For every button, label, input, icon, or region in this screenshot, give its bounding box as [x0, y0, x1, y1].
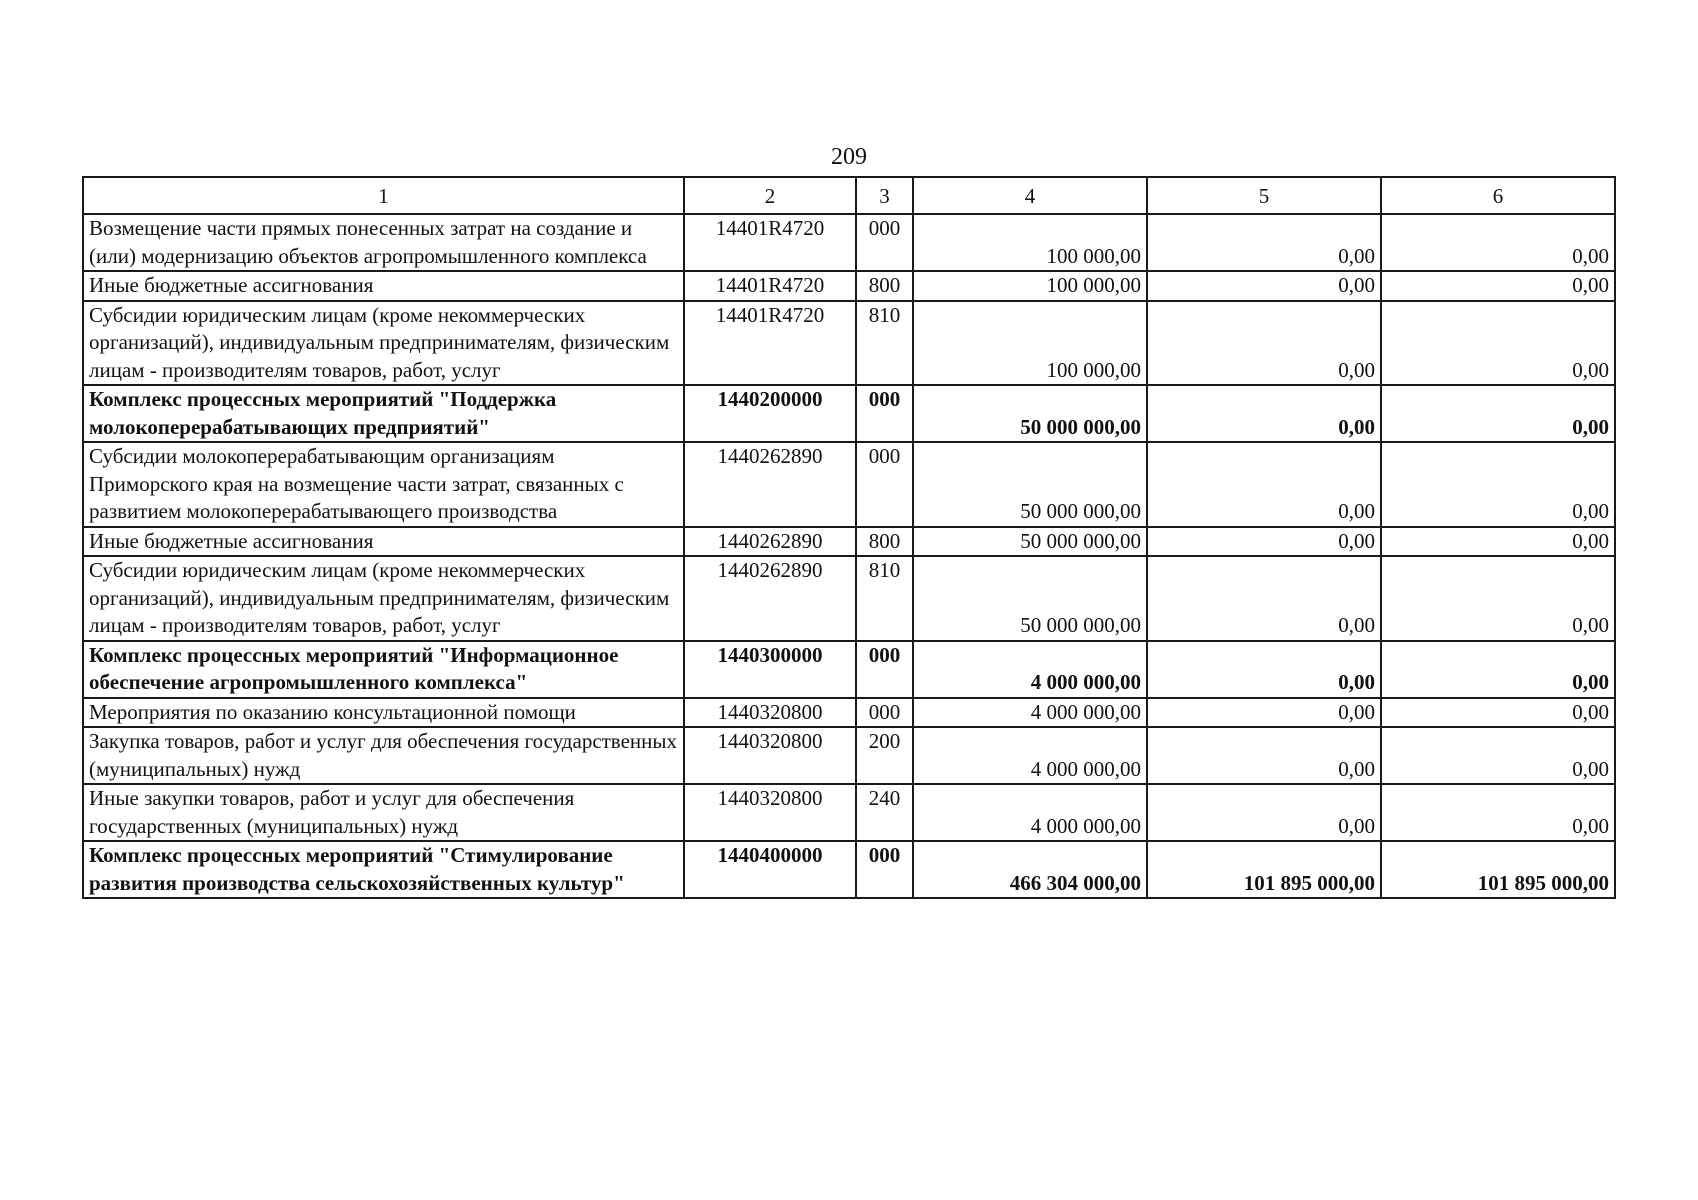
row-name: Закупка товаров, работ и услуг для обеспечения государственных (муниципальных) нужд: [83, 727, 684, 784]
row-code: 1440262890: [684, 442, 856, 527]
row-amount-col4: 4 000 000,00: [913, 698, 1147, 728]
row-expense-type: 000: [856, 442, 913, 527]
row-code: 1440300000: [684, 641, 856, 698]
table-body: [83, 214, 1615, 898]
row-name: Субсидии юридическим лицам (кроме некоммерческих организаций), индивидуальным предпринимателям, физическим лицам - производителям товаров, работ, услуг: [83, 556, 684, 641]
row-amount-col4: 50 000 000,00: [913, 385, 1147, 442]
row-amount-col6: 0,00: [1381, 301, 1615, 386]
row-amount-col6: 0,00: [1381, 556, 1615, 641]
row-name: Возмещение части прямых понесенных затрат на создание и (или) модернизацию объектов агропромышленного комплекса: [83, 214, 684, 271]
page-number: 209: [831, 144, 867, 170]
row-amount-col6: 0,00: [1381, 385, 1615, 442]
row-amount-col6: 0,00: [1381, 527, 1615, 557]
row-amount-col5: 0,00: [1147, 271, 1381, 301]
row-expense-type: 810: [856, 301, 913, 386]
row-amount-col5: 101 895 000,00: [1147, 841, 1381, 898]
header-col-5: 5: [1147, 177, 1381, 214]
table-row: [83, 385, 1615, 442]
row-code: 1440262890: [684, 556, 856, 641]
row-amount-col5: 0,00: [1147, 214, 1381, 271]
row-expense-type: 200: [856, 727, 913, 784]
row-amount-col4: 50 000 000,00: [913, 556, 1147, 641]
row-expense-type: 240: [856, 784, 913, 841]
row-name: Иные закупки товаров, работ и услуг для обеспечения государственных (муниципальных) нужд: [83, 784, 684, 841]
row-amount-col4: 4 000 000,00: [913, 641, 1147, 698]
row-amount-col5: 0,00: [1147, 784, 1381, 841]
row-amount-col4: 100 000,00: [913, 214, 1147, 271]
row-code: 1440320800: [684, 698, 856, 728]
row-amount-col5: 0,00: [1147, 727, 1381, 784]
header-col-1: 1: [83, 177, 684, 214]
row-expense-type: 810: [856, 556, 913, 641]
row-amount-col5: 0,00: [1147, 527, 1381, 557]
row-name: Иные бюджетные ассигнования: [83, 527, 684, 557]
row-expense-type: 000: [856, 641, 913, 698]
row-amount-col4: 100 000,00: [913, 301, 1147, 386]
row-code: 14401R4720: [684, 214, 856, 271]
row-code: 14401R4720: [684, 301, 856, 386]
header-row: [83, 177, 1615, 214]
row-amount-col6: 0,00: [1381, 727, 1615, 784]
row-name: Комплекс процессных мероприятий "Стимулирование развития производства сельскохозяйственных культур": [83, 841, 684, 898]
row-expense-type: 000: [856, 698, 913, 728]
row-amount-col4: 50 000 000,00: [913, 442, 1147, 527]
row-amount-col4: 4 000 000,00: [913, 784, 1147, 841]
row-code: 1440320800: [684, 727, 856, 784]
header-col-2: 2: [684, 177, 856, 214]
table-row: [83, 527, 1615, 557]
row-amount-col6: 0,00: [1381, 271, 1615, 301]
row-code: 1440200000: [684, 385, 856, 442]
row-amount-col6: 0,00: [1381, 784, 1615, 841]
row-amount-col4: 50 000 000,00: [913, 527, 1147, 557]
row-expense-type: 000: [856, 841, 913, 898]
row-amount-col6: 0,00: [1381, 641, 1615, 698]
row-amount-col5: 0,00: [1147, 301, 1381, 386]
row-amount-col6: 0,00: [1381, 442, 1615, 527]
table-row: [83, 301, 1615, 386]
row-name: Комплекс процессных мероприятий "Поддержка молокоперерабатывающих предприятий": [83, 385, 684, 442]
row-expense-type: 000: [856, 214, 913, 271]
row-name: Иные бюджетные ассигнования: [83, 271, 684, 301]
table-row: [83, 698, 1615, 728]
row-name: Субсидии молокоперерабатывающим организациям Приморского края на возмещение части затрат, связанных с развитием молокоперерабатывающего производства: [83, 442, 684, 527]
row-code: 1440320800: [684, 784, 856, 841]
table-row: [83, 442, 1615, 527]
row-amount-col5: 0,00: [1147, 385, 1381, 442]
row-amount-col5: 0,00: [1147, 641, 1381, 698]
row-amount-col6: 101 895 000,00: [1381, 841, 1615, 898]
table-row: [83, 727, 1615, 784]
row-name: Субсидии юридическим лицам (кроме некоммерческих организаций), индивидуальным предпринимателям, физическим лицам - производителям товаров, работ, услуг: [83, 301, 684, 386]
row-code: 1440262890: [684, 527, 856, 557]
row-amount-col5: 0,00: [1147, 556, 1381, 641]
table-row: [83, 556, 1615, 641]
header-col-6: 6: [1381, 177, 1615, 214]
header-col-4: 4: [913, 177, 1147, 214]
row-amount-col5: 0,00: [1147, 698, 1381, 728]
row-amount-col5: 0,00: [1147, 442, 1381, 527]
table-row: [83, 841, 1615, 898]
row-expense-type: 800: [856, 527, 913, 557]
table-row: [83, 271, 1615, 301]
row-amount-col6: 0,00: [1381, 214, 1615, 271]
row-code: 1440400000: [684, 841, 856, 898]
row-amount-col6: 0,00: [1381, 698, 1615, 728]
header-col-3: 3: [856, 177, 913, 214]
row-amount-col4: 100 000,00: [913, 271, 1147, 301]
row-expense-type: 800: [856, 271, 913, 301]
row-code: 14401R4720: [684, 271, 856, 301]
row-amount-col4: 466 304 000,00: [913, 841, 1147, 898]
row-expense-type: 000: [856, 385, 913, 442]
row-name: Комплекс процессных мероприятий "Информационное обеспечение агропромышленного комплекса": [83, 641, 684, 698]
row-name: Мероприятия по оказанию консультационной помощи: [83, 698, 684, 728]
row-amount-col4: 4 000 000,00: [913, 727, 1147, 784]
budget-table: [82, 176, 1616, 899]
table-row: [83, 641, 1615, 698]
table-row: [83, 784, 1615, 841]
table-row: [83, 214, 1615, 271]
